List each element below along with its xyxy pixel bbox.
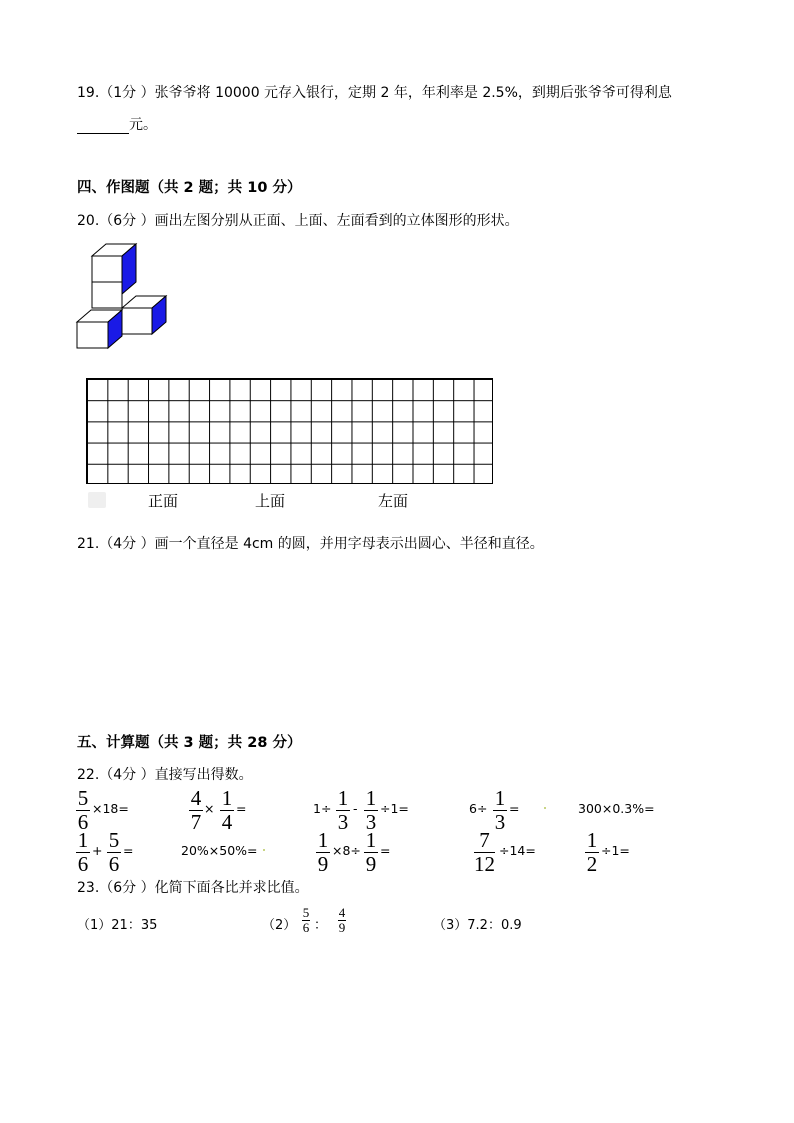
q21-text: 21.（4分 ）画一个直径是 4cm 的圆，并用字母表示出圆心、半径和直径。 (77, 536, 544, 552)
drawing-grid[interactable] (86, 378, 493, 484)
q23-item-1: （1）21：35 (77, 918, 158, 933)
fraction: 1 6 (77, 828, 89, 876)
q23-item-2-prefix: （2） (262, 918, 297, 933)
fraction: 1 3 (365, 786, 377, 834)
faint-mark (88, 492, 106, 508)
q19-tail: 元。 (129, 117, 157, 133)
cube-figure (74, 240, 174, 352)
cube-front-face (77, 322, 108, 348)
cube-front-face (122, 308, 152, 334)
speck (544, 807, 546, 809)
operator: + (92, 843, 103, 858)
fraction: 5 6 (302, 905, 310, 935)
fraction: 1 9 (317, 828, 329, 876)
expr-text: ×18= (92, 801, 129, 816)
expr-text: = (236, 801, 247, 816)
speck (263, 849, 265, 851)
fraction: 1 3 (337, 786, 349, 834)
fraction: 1 2 (586, 828, 598, 876)
fraction: 4 7 (190, 786, 202, 834)
expr-text: ×8÷ (332, 843, 361, 858)
q19-text: 19.（1分 ）张爷爷将 10000 元存入银行，定期 2 年，年利率是 2.5%，到期后张爷爷可得利息 (77, 85, 672, 101)
q22-text: 22.（4分 ）直接写出得数。 (77, 767, 253, 783)
fraction: 5 6 (108, 828, 120, 876)
expr-text: 300×0.3%= (578, 801, 655, 816)
cube-front-face (92, 256, 122, 282)
answer-blank[interactable] (77, 119, 129, 134)
expr-text: = (123, 843, 134, 858)
fraction: 4 9 (338, 905, 346, 935)
q23-item-3: （3）7.2：0.9 (433, 918, 522, 933)
q20-text: 20.（6分 ）画出左图分别从正面、上面、左面看到的立体图形的形状。 (77, 213, 519, 229)
operator: - (353, 801, 358, 816)
expr-text: ÷1= (601, 843, 630, 858)
fraction: 1 3 (494, 786, 506, 834)
fraction: 7 12 (474, 828, 495, 876)
expr-text: ÷14= (499, 843, 536, 858)
q19-answer-line (77, 114, 157, 134)
expr-text: 20%×50%= (181, 843, 258, 858)
expr-text: ÷1= (380, 801, 409, 816)
label-left: 左面 (378, 492, 409, 510)
cube-front-face (92, 282, 122, 308)
q23-text: 23.（6分 ）化简下面各比并求比值。 (77, 880, 309, 896)
ratio-colon: ： (314, 918, 328, 933)
expr-text: = (380, 843, 391, 858)
label-front: 正面 (148, 492, 179, 510)
expr-text: = (509, 801, 520, 816)
operator: × (204, 801, 215, 816)
section-4-title: 四、作图题（共 2 题；共 10 分） (77, 180, 302, 196)
fraction: 5 6 (77, 786, 89, 834)
label-top: 上面 (255, 492, 286, 510)
expr-text: 6÷ (469, 801, 488, 816)
section-5-title: 五、计算题（共 3 题；共 28 分） (77, 735, 302, 751)
expr-text: 1÷ (313, 801, 332, 816)
fraction: 1 9 (365, 828, 377, 876)
fraction: 1 4 (221, 786, 233, 834)
